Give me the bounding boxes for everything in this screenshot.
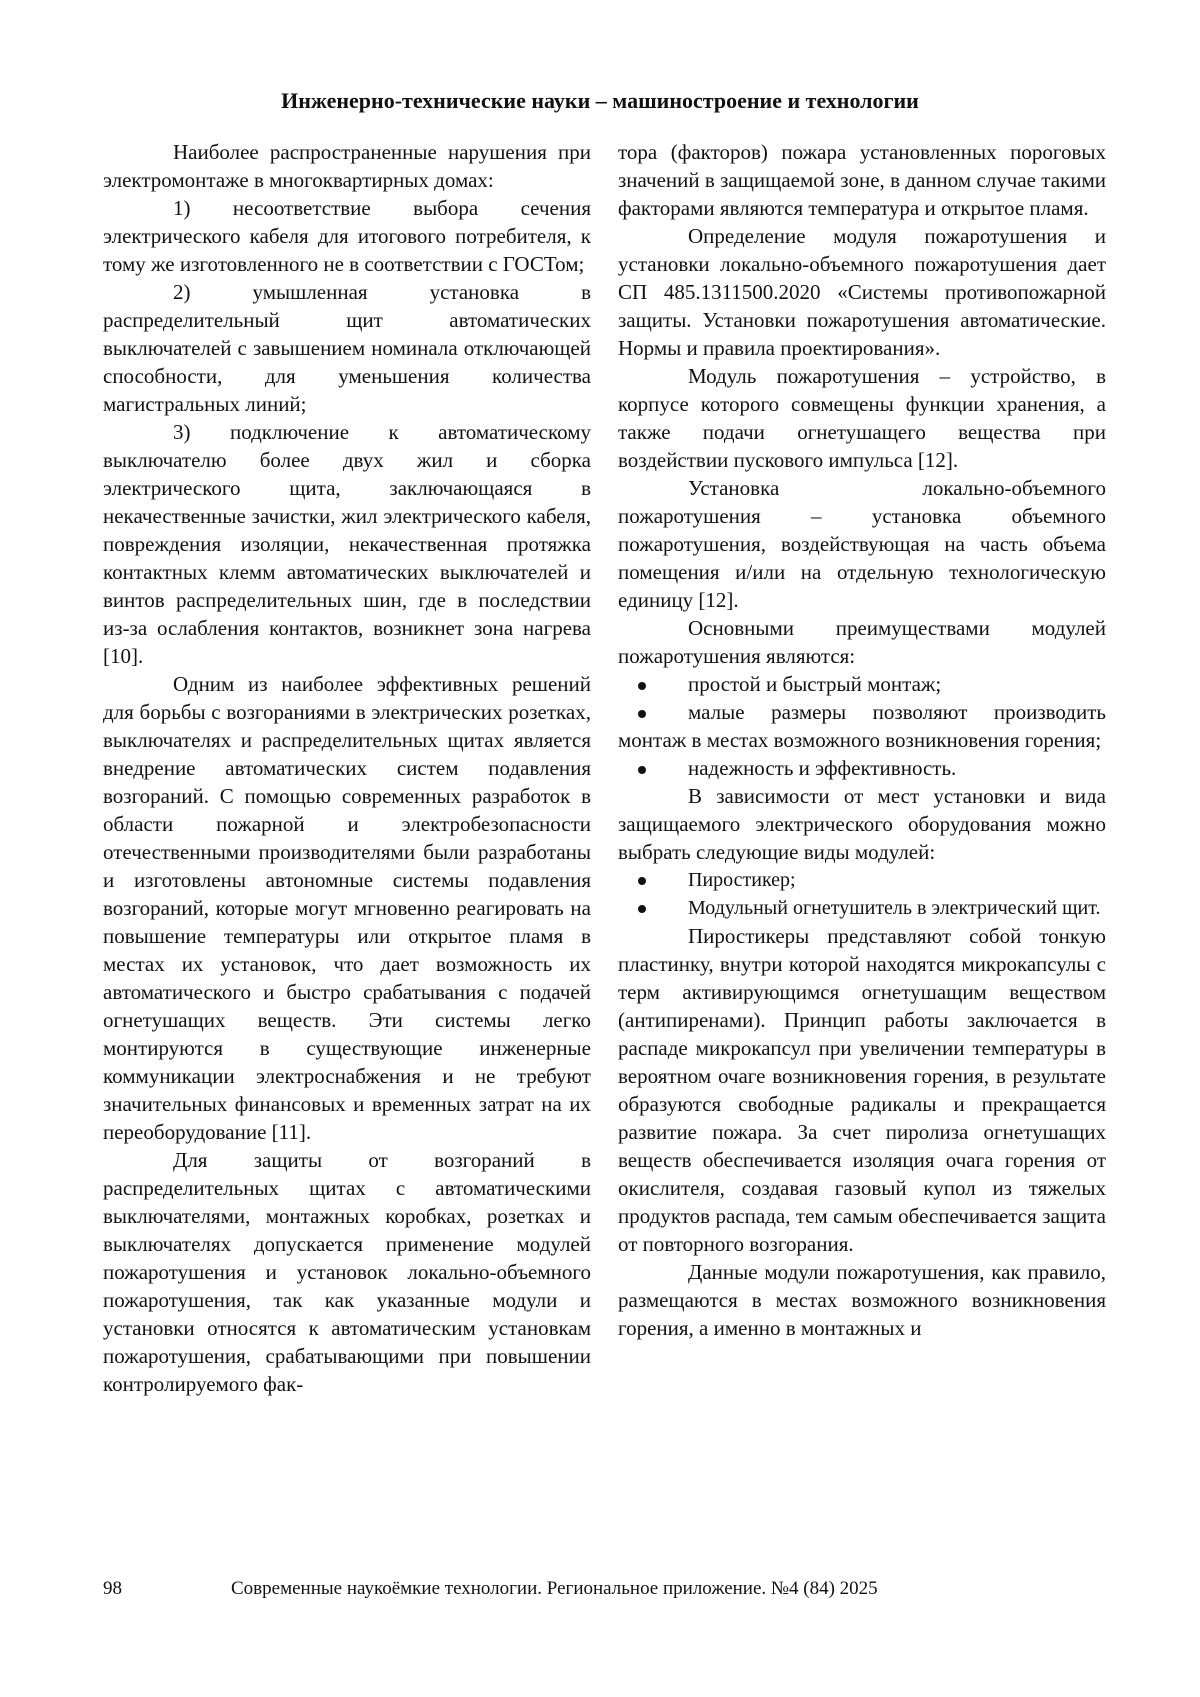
paragraph: Одним из наиболее эффективных решений для борьбы с возгораниями в электрических розетках, выключателях и распределительных щитах является внедрение автоматических систем подавления возгораний. С помощью современных разработок в области пожарной и электробезопасности отечественными производителями были разработаны и изготовлены автономные системы подавления возгораний, которые могут мгновенно реагировать на повышение температуры или открытое пламя в местах их установок, что дает возможность их автоматического и быстро срабатывания с подачей огнетушащих веществ. Эти системы легко монтируются в существующие инженерные коммуникации электроснабжения и не требуют значительных финансовых и временных затрат на их переоборудование [11]. bbox=[103, 672, 591, 1144]
bullet-text: простой и быстрый монтаж; bbox=[688, 672, 942, 696]
paragraph: Основными преимуществами модулей пожаротушения являются: bbox=[618, 616, 1106, 668]
paragraph: Данные модули пожаротушения, как правило, размещаются в местах возможного возникновения горения, а именно в монтажных и bbox=[618, 1260, 1106, 1340]
bullet-item bbox=[618, 670, 1106, 698]
right-column bbox=[618, 138, 1106, 1342]
bullet-icon bbox=[618, 754, 688, 782]
journal-title: Современные наукоёмкие технологии. Региональное приложение. №4 (84) 2025 bbox=[231, 1578, 878, 1599]
bullet-icon bbox=[618, 698, 688, 726]
bullet-text: надежность и эффективность. bbox=[688, 756, 957, 780]
list-item: 3) подключение к автоматическому выключателю более двух жил и сборка электрического щита, заключающаяся в некачественные зачистки, жил электрического кабеля, повреждения изоляции, некачественная протяжка контактных клемм автоматических выключателей и винтов распределительных шин, где в последствии из-за ослабления контактов, возникнет зона нагрева [10]. bbox=[103, 420, 591, 668]
bullet-text: Модульный огнетушитель в электрический щит. bbox=[688, 897, 1101, 919]
bullet-item bbox=[618, 754, 1106, 782]
bullet-icon bbox=[618, 894, 688, 922]
bullet-text: Пиростикер; bbox=[688, 869, 796, 891]
paragraph: Определение модуля пожаротушения и установки локально-объемного пожаротушения дает СП 485.1311500.2020 «Системы противопожарной защиты. Установки пожаротушения автоматические. Нормы и правила проектирования». bbox=[618, 224, 1106, 360]
paragraph: Установка локально-объемного пожаротушения – установка объемного пожаротушения, воздействующая на часть объема помещения и/или на отдельную технологическую единицу [12]. bbox=[618, 476, 1106, 612]
page-number: 98 bbox=[103, 1578, 122, 1599]
bullet-item bbox=[618, 866, 1106, 894]
bullet-icon bbox=[618, 670, 688, 698]
paragraph: Модуль пожаротушения – устройство, в корпусе которого совмещены функции хранения, а также подачи огнетушащего вещества при воздействии пускового импульса [12]. bbox=[618, 364, 1106, 472]
bullet-text: малые размеры позволяют производить монтаж в местах возможного возникновения горения; bbox=[618, 700, 1106, 752]
paragraph: В зависимости от мест установки и вида защищаемого электрического оборудования можно выбрать следующие виды модулей: bbox=[618, 784, 1106, 864]
bullet-icon bbox=[618, 866, 688, 894]
paragraph: Для защиты от возгораний в распределительных щитах с автоматическими выключателями, монтажных коробках, розетках и выключателях допускается применение модулей пожаротушения и установок локально-объемного пожаротушения, так как указанные модули и установки относятся к автоматическим установкам пожаротушения, срабатывающими при повышении контролируемого фак- bbox=[103, 1148, 591, 1396]
paragraph: Наиболее распространенные нарушения при электромонтаже в многоквартирных домах: bbox=[103, 140, 591, 192]
left-column bbox=[103, 138, 591, 1398]
paragraph: Пиростикеры представляют собой тонкую пластинку, внутри которой находятся микрокапсулы с терм активирующимся огнетушащим веществом (антипиренами). Принцип работы заключается в распаде микрокапсул при увеличении температуры в вероятном очаге возникновения горения, в результате образуются свободные радикалы и прекращается развитие пожара. За счет пиролиза огнетушащих веществ обеспечивается изоляция очага горения от окислителя, создавая газовый купол из тяжелых продуктов распада, тем самым обеспечивается защита от повторного возгорания. bbox=[618, 924, 1106, 1256]
list-item: 2) умышленная установка в распределительный щит автоматических выключателей с завышением номинала отключающей способности, для уменьшения количества магистральных линий; bbox=[103, 280, 591, 416]
running-header: Инженерно-технические науки – машиностроение и технологии bbox=[281, 88, 919, 113]
bullet-item bbox=[618, 894, 1106, 922]
list-item: 1) несоответствие выбора сечения электрического кабеля для итогового потребителя, к тому же изготовленного не в соответствии с ГОСТом; bbox=[103, 196, 591, 276]
bullet-item bbox=[618, 698, 1106, 754]
paragraph: тора (факторов) пожара установленных пороговых значений в защищаемой зоне, в данном случае такими факторами являются температура и открытое пламя. bbox=[618, 140, 1106, 220]
